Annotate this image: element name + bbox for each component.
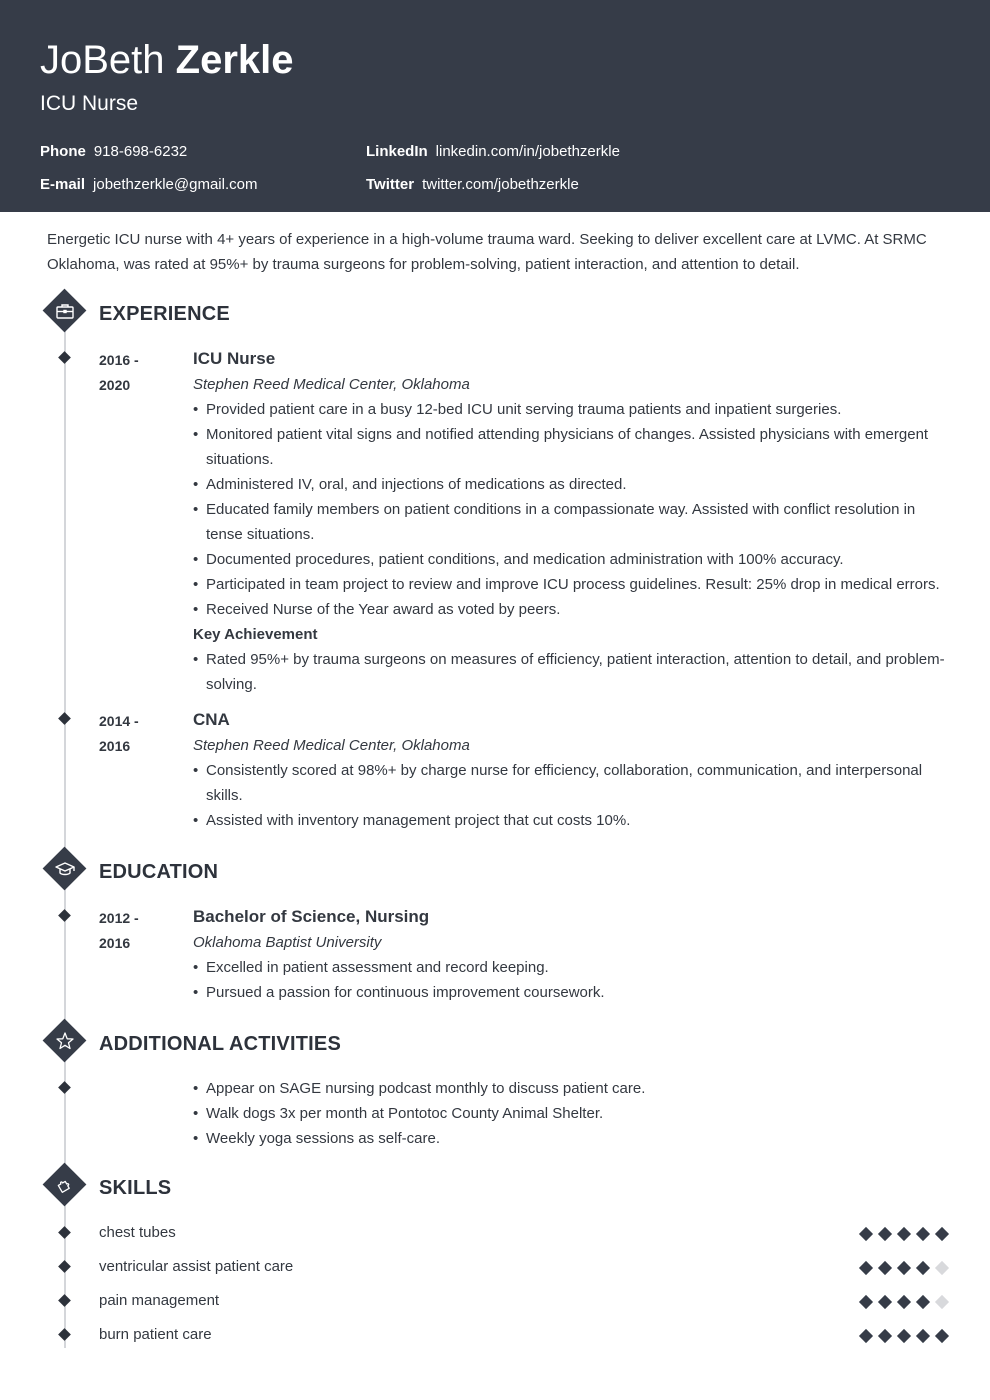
activity-bullet: • Weekly yoga sessions as self-care. (193, 1126, 950, 1151)
job-organization: Stephen Reed Medical Center, Oklahoma (193, 376, 470, 393)
skill-rating (859, 1260, 951, 1274)
rating-diamond-filled (897, 1329, 911, 1343)
rating-diamond-filled (859, 1295, 873, 1309)
timeline-dot (58, 712, 71, 725)
education-bullet: • Pursued a passion for continuous improvement coursework. (193, 980, 950, 1005)
key-achievement-bullet: • Rated 95%+ by trauma surgeons on measures of efficiency, patient interaction, attention to detail, and problem-solving. (193, 647, 950, 697)
rating-diamond-filled (935, 1227, 949, 1241)
star-icon (53, 1029, 77, 1053)
activity-bullet: • Walk dogs 3x per month at Pontotoc County Animal Shelter. (193, 1101, 950, 1126)
skill-rating (859, 1226, 951, 1240)
skill-name: chest tubes (99, 1224, 176, 1241)
contact-twitter (366, 175, 579, 195)
job-bullet: • Monitored patient vital signs and notified attending physicians of changes. Assisted physicians with emergent situations. (193, 422, 950, 472)
skills-heading: SKILLS (99, 1177, 172, 1199)
puzzle-icon (53, 1173, 77, 1197)
timeline-dot (58, 1081, 71, 1094)
rating-diamond-filled (916, 1329, 930, 1343)
rating-diamond-filled (916, 1227, 930, 1241)
rating-diamond-filled (897, 1295, 911, 1309)
activities-heading: ADDITIONAL ACTIVITIES (99, 1033, 341, 1055)
skill-name: pain management (99, 1292, 220, 1309)
contact-email (40, 175, 257, 195)
timeline-dot (58, 1226, 71, 1239)
resume-header (0, 0, 990, 212)
job-title: ICU Nurse (40, 92, 139, 115)
job-entry (193, 346, 950, 697)
contact-linkedin-link[interactable]: linkedin.com/in/jobethzerkle (435, 143, 620, 160)
graduation-cap-icon (53, 857, 77, 881)
rating-diamond-filled (878, 1261, 892, 1275)
skills-section-icon (43, 1163, 87, 1207)
contact-phone-label: Phone (40, 143, 86, 160)
summary-text: Energetic ICU nurse with 4+ years of experience in a high-volume trauma ward. Seeking to deliver excellent care at LVMC. At SRMC Oklahoma, was rated at 95%+ by trauma surgeons for problem-solving, patient interaction, and attention to detail. (47, 231, 927, 273)
education-dates (99, 906, 169, 956)
activities-list (193, 1076, 950, 1151)
contact-phone-value[interactable]: 918-698-6232 (93, 143, 188, 160)
job-organization: Stephen Reed Medical Center, Oklahoma (193, 737, 470, 754)
rating-diamond-filled (897, 1227, 911, 1241)
rating-diamond-filled (916, 1261, 930, 1275)
date-start: 2014 - (99, 713, 139, 729)
school: Oklahoma Baptist University (193, 934, 382, 951)
key-achievement-label: Key Achievement (193, 626, 318, 643)
timeline-dot (58, 351, 71, 364)
degree: Bachelor of Science, Nursing (193, 907, 430, 926)
education-entry (193, 904, 950, 1005)
date-end: 2016 (99, 935, 131, 951)
rating-diamond-filled (859, 1329, 873, 1343)
contact-linkedin-label: LinkedIn (366, 143, 428, 160)
contact-twitter-link[interactable]: twitter.com/jobethzerkle (422, 176, 579, 193)
rating-diamond-filled (859, 1261, 873, 1275)
rating-diamond-filled (878, 1329, 892, 1343)
contact-email-link[interactable]: jobethzerkle@gmail.com (93, 176, 258, 193)
contact-email-label: E-mail (40, 176, 86, 193)
date-start: 2016 - (99, 352, 139, 368)
first-name: JoBeth (40, 38, 165, 82)
rating-diamond-filled (878, 1227, 892, 1241)
job-role: CNA (193, 710, 230, 729)
rating-diamond-filled (878, 1295, 892, 1309)
skill-name: burn patient care (99, 1326, 212, 1343)
skill-name: ventricular assist patient care (99, 1258, 294, 1275)
job-bullet: • Assisted with inventory management project that cut costs 10%. (193, 808, 950, 833)
job-dates (99, 709, 169, 759)
date-end: 2020 (99, 377, 131, 393)
date-end: 2016 (99, 738, 131, 754)
rating-diamond-empty (935, 1295, 949, 1309)
timeline-dot (58, 909, 71, 922)
job-bullet: • Consistently scored at 98%+ by charge nurse for efficiency, collaboration, communication, and interpersonal skills. (193, 758, 950, 808)
job-bullet: • Received Nurse of the Year award as voted by peers. (193, 597, 950, 622)
skill-rating (859, 1294, 951, 1308)
job-bullet: • Participated in team project to review and improve ICU process guidelines. Result: 25% drop in medical errors. (193, 572, 950, 597)
rating-diamond-filled (897, 1261, 911, 1275)
education-bullet: • Excelled in patient assessment and record keeping. (193, 955, 950, 980)
timeline-dot (58, 1260, 71, 1273)
contact-twitter-label: Twitter (366, 176, 415, 193)
job-dates (99, 348, 169, 398)
rating-diamond-empty (935, 1261, 949, 1275)
activity-bullet: • Appear on SAGE nursing podcast monthly to discuss patient care. (193, 1076, 950, 1101)
job-role: ICU Nurse (193, 349, 276, 368)
contact-phone (40, 142, 187, 162)
last-name: Zerkle (175, 38, 294, 82)
contact-linkedin (366, 142, 620, 162)
job-bullet: • Provided patient care in a busy 12-bed ICU unit serving trauma patients and inpatient surgeries. (193, 397, 950, 422)
date-start: 2012 - (99, 910, 139, 926)
job-bullet: • Administered IV, oral, and injections of medications as directed. (193, 472, 950, 497)
education-section-icon (43, 847, 87, 891)
experience-section-icon (43, 289, 87, 333)
rating-diamond-filled (916, 1295, 930, 1309)
skill-rating (859, 1328, 951, 1342)
rating-diamond-filled (859, 1227, 873, 1241)
job-bullet: • Documented procedures, patient conditions, and medication administration with 100% accuracy. (193, 547, 950, 572)
timeline-dot (58, 1294, 71, 1307)
experience-heading: EXPERIENCE (99, 303, 230, 325)
timeline-dot (58, 1328, 71, 1341)
briefcase-icon (53, 299, 77, 323)
education-heading: EDUCATION (99, 861, 219, 883)
job-entry (193, 707, 950, 833)
rating-diamond-filled (935, 1329, 949, 1343)
candidate-name (40, 36, 294, 84)
activities-section-icon (43, 1019, 87, 1063)
job-bullet: • Educated family members on patient conditions in a compassionate way. Assisted with conflict resolution in tense situations. (193, 497, 950, 547)
